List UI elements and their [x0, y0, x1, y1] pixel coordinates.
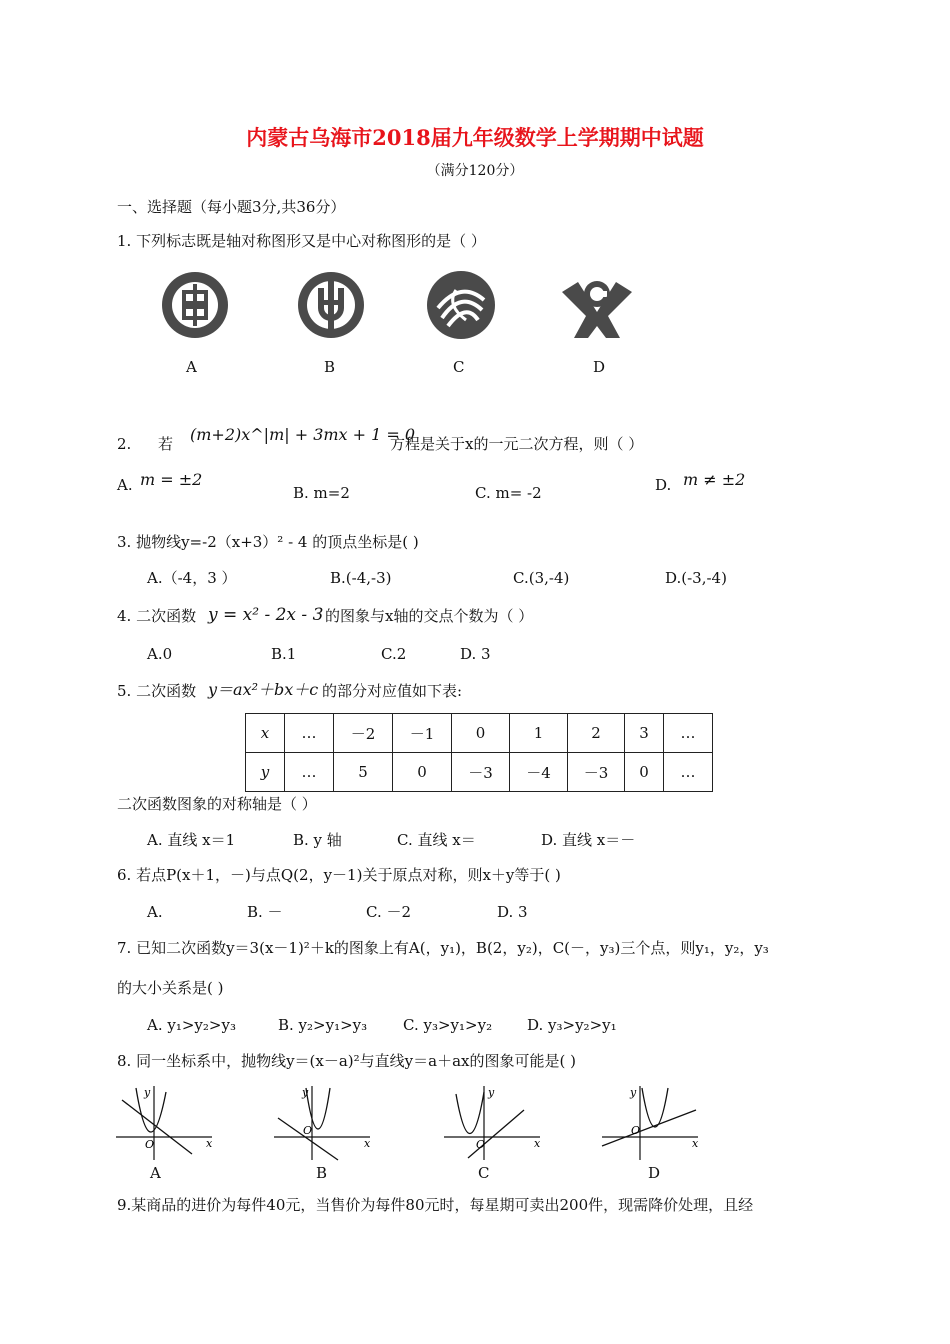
- table-cell: －4: [510, 753, 568, 792]
- q4-option-d: D. 3: [460, 645, 491, 663]
- question-9: 9.某商品的进价为每件40元，当售价为每件80元时，每星期可卖出200件，现需降价处理，且经: [117, 1196, 754, 1214]
- q2-option-d-formula: m ≠ ±2: [683, 470, 746, 489]
- axis-label: x: [692, 1137, 699, 1150]
- q5-formula: y＝ax²＋bx＋c: [208, 680, 319, 699]
- q8-label-c: C: [478, 1164, 490, 1182]
- q5-option-b: B. y 轴: [293, 831, 342, 849]
- q2-text: 方程是关于x的一元二次方程，则（ ）: [390, 435, 644, 453]
- table-cell: －3: [452, 753, 510, 792]
- q6-option-b: B. －: [247, 903, 283, 921]
- table-cell: 0: [393, 753, 452, 792]
- q5-option-d: D. 直线 x＝－: [541, 831, 636, 849]
- q5-text: 的部分对应值如下表:: [322, 682, 463, 700]
- q4-text: 的图象与x轴的交点个数为（ ）: [325, 607, 534, 625]
- logo-d-icon: [560, 272, 634, 340]
- q7-option-c: C. y₃>y₁>y₂: [403, 1016, 493, 1034]
- q8-label-a: A: [150, 1164, 161, 1182]
- table-cell: x: [246, 714, 285, 753]
- question-1: 1. 下列标志既是轴对称图形又是中心对称图形的是（ ）: [117, 232, 486, 250]
- q5-option-c: C. 直线 x＝: [397, 831, 476, 849]
- origin-label: O: [145, 1138, 155, 1151]
- q5-option-a: A. 直线 x＝1: [147, 831, 236, 849]
- table-cell: …: [664, 753, 713, 792]
- q5-pre: 5. 二次函数: [117, 682, 197, 700]
- question-8: 8. 同一坐标系中，抛物线y＝(x－a)²与直线y＝a＋ax的图象可能是( ): [117, 1052, 576, 1070]
- origin-label: O: [476, 1138, 486, 1151]
- q2-option-a-formula: m = ±2: [140, 470, 203, 489]
- score-note: （满分120分）: [426, 163, 524, 179]
- section-heading: 一、选择题（每小题3分,共36分）: [117, 198, 346, 216]
- graph-a: [112, 1082, 218, 1162]
- q1-label-a: A: [186, 358, 197, 376]
- table-cell: 3: [625, 714, 664, 753]
- question-3: 3. 抛物线y=-2（x+3）² - 4 的顶点坐标是( ): [117, 533, 419, 551]
- q3-option-a: A.（-4，3 ）: [147, 569, 237, 587]
- logo-c-icon: [426, 270, 496, 340]
- value-table: [245, 713, 713, 792]
- q4-option-c: C.2: [381, 645, 407, 663]
- q5-question: 二次函数图象的对称轴是（ ）: [117, 795, 317, 813]
- table-cell: －3: [568, 753, 625, 792]
- q2-option-a: A.: [117, 476, 133, 494]
- table-cell: y: [246, 753, 285, 792]
- q6-option-a: A.: [147, 903, 163, 921]
- q2-number: 2.: [117, 435, 132, 453]
- q1-label-d: D: [593, 358, 606, 376]
- table-cell: －2: [334, 714, 393, 753]
- q2-pre: 若: [158, 435, 174, 453]
- axis-label: y: [488, 1086, 495, 1099]
- q4-option-b: B.1: [271, 645, 297, 663]
- axis-label: y: [630, 1086, 637, 1099]
- axis-label: x: [534, 1137, 541, 1150]
- origin-label: O: [631, 1124, 641, 1137]
- q4-pre: 4. 二次函数: [117, 607, 197, 625]
- q4-formula: y = x² - 2x - 3: [208, 605, 324, 625]
- q7-option-d: D. y₃>y₂>y₁: [527, 1016, 617, 1034]
- page-title: 内蒙古乌海市2018届九年级数学上学期期中试题: [246, 125, 704, 150]
- q8-label-d: D: [648, 1164, 661, 1182]
- q6-option-d: D. 3: [497, 903, 528, 921]
- logo-a-icon: [160, 270, 230, 340]
- graph-c: [440, 1082, 546, 1162]
- axis-label: y: [144, 1086, 151, 1099]
- graph-d: [598, 1082, 704, 1162]
- axis-label: x: [206, 1137, 213, 1150]
- q3-option-b: B.(-4,-3): [330, 569, 392, 587]
- table-cell: 5: [334, 753, 393, 792]
- table-cell: 2: [568, 714, 625, 753]
- table-cell: …: [285, 753, 334, 792]
- question-7-cont: 的大小关系是( ): [117, 979, 224, 997]
- graph-b: [270, 1082, 376, 1162]
- q2-formula: (m+2)x^|m| + 3mx + 1 = 0: [190, 425, 416, 444]
- table-cell: …: [664, 714, 713, 753]
- q7-option-a: A. y₁>y₂>y₃: [147, 1016, 236, 1034]
- table-row: [246, 714, 713, 753]
- q1-label-c: C: [453, 358, 465, 376]
- table-cell: －1: [393, 714, 452, 753]
- q2-option-c: C. m= -2: [475, 484, 542, 502]
- q8-label-b: B: [316, 1164, 328, 1182]
- axis-label: x: [364, 1137, 371, 1150]
- table-cell: 0: [625, 753, 664, 792]
- logo-b-icon: [296, 270, 366, 340]
- q2-option-d: D.: [655, 476, 672, 494]
- q6-option-c: C. －2: [366, 903, 412, 921]
- table-cell: 1: [510, 714, 568, 753]
- q7-option-b: B. y₂>y₁>y₃: [278, 1016, 368, 1034]
- question-7: 7. 已知二次函数y＝3(x－1)²＋k的图象上有A(，y₁)，B(2，y₂)，C(－，y₃)三个点，则y₁，y₂，y₃: [117, 939, 769, 957]
- question-6: 6. 若点P(x＋1，－)与点Q(2，y－1)关于原点对称，则x＋y等于( ): [117, 866, 561, 884]
- q1-label-b: B: [324, 358, 336, 376]
- table-row: [246, 753, 713, 792]
- table-cell: …: [285, 714, 334, 753]
- q2-option-b: B. m=2: [293, 484, 350, 502]
- q3-option-c: C.(3,-4): [513, 569, 570, 587]
- table-cell: 0: [452, 714, 510, 753]
- q4-option-a: A.0: [147, 645, 173, 663]
- origin-label: O: [303, 1124, 313, 1137]
- axis-label: y: [302, 1086, 309, 1099]
- q3-option-d: D.(-3,-4): [665, 569, 727, 587]
